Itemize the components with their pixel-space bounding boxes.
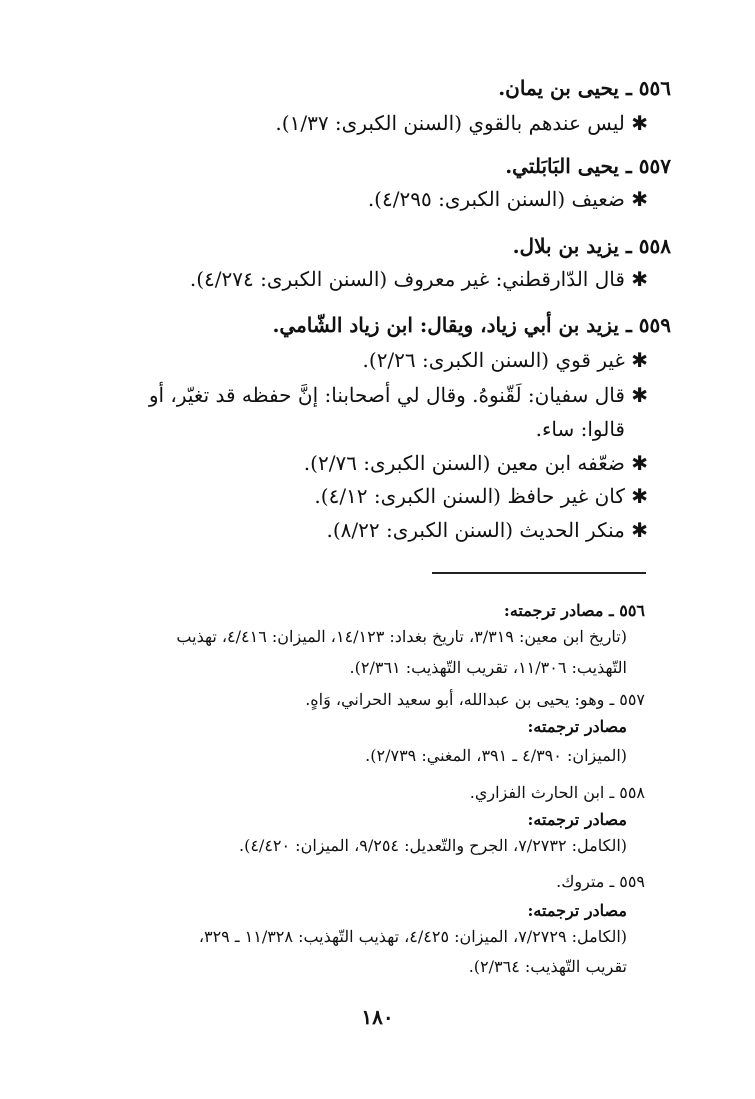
- entry-558-heading: ٥٥٨ ـ يزيد بن بلال.: [512, 234, 671, 258]
- entry-559-line-4: ✱ ضعّفه ابن معين (السنن الكبرى: ٢/٧٦).: [303, 451, 648, 475]
- entry-559-heading: ٥٥٩ ـ يزيد بن أبي زياد، ويقال: ابن زياد الشّامي.: [272, 313, 671, 337]
- page-number: ١٨٠: [361, 1005, 394, 1029]
- entry-559-line-5: ✱ كان غير حافظ (السنن الكبرى: ٤/١٢).: [314, 484, 648, 508]
- footnote-558-heading: ٥٥٨ ـ ابن الحارث الفزاري.: [469, 783, 645, 802]
- entry-559-line-3: قالوا: ساء.: [535, 417, 625, 441]
- entry-559-line-6: ✱ منكر الحديث (السنن الكبرى: ٨/٢٢).: [326, 518, 648, 542]
- footnote-556-heading: ٥٥٦ ـ مصادر ترجمته:: [503, 601, 645, 620]
- entry-556-heading: ٥٥٦ ـ يحيى بن يمان.: [498, 76, 671, 100]
- entry-558-line-1: ✱ قال الدّارقطني: غير معروف (السنن الكبرى: ٤/٢٧٤).: [189, 267, 648, 291]
- footnote-557-sources-label: مصادر ترجمته:: [527, 717, 627, 736]
- entry-559-line-2: ✱ قال سفيان: لَقّنوهُ. وقال لي أصحابنا: إنَّ حفظه قد تغيّر، أو: [148, 383, 648, 407]
- footnote-556-line-1: (تاريخ ابن معين: ٣/٣١٩، تاريخ بغداد: ١٤/١٢٣، الميزان: ٤/٤١٦، تهذيب: [176, 627, 627, 646]
- entry-557-line-1: ✱ ضعيف (السنن الكبرى: ٤/٢٩٥).: [367, 187, 648, 211]
- footnote-559-sources-label: مصادر ترجمته:: [527, 901, 627, 920]
- footnote-557-heading: ٥٥٧ ـ وهو: يحيى بن عبدالله، أبو سعيد الحراني، وَاهٍ.: [305, 690, 645, 709]
- footnote-559-line-2: تقريب التّهذيب: ٢/٣٦٤).: [468, 957, 627, 976]
- footnote-558-sources-label: مصادر ترجمته:: [527, 810, 627, 829]
- entry-559-line-1: ✱ غير قوي (السنن الكبرى: ٢/٢٦).: [362, 348, 648, 372]
- footnote-558-line-1: (الكامل: ٧/٢٧٣٢، الجرح والتّعديل: ٩/٢٥٤، الميزان: ٤/٤٢٠).: [239, 836, 627, 855]
- footnote-559-line-1: (الكامل: ٧/٢٧٢٩، الميزان: ٤/٤٢٥، تهذيب التّهذيب: ١١/٣٢٨ ـ ٣٢٩،: [198, 927, 627, 946]
- footnote-556-line-2: التّهذيب: ١١/٣٠٦، تقريب التّهذيب: ٢/٣٦١).: [349, 658, 627, 677]
- entry-556-line-1: ✱ ليس عندهم بالقوي (السنن الكبرى: ١/٣٧).: [275, 111, 648, 135]
- footnote-557-line-1: (الميزان: ٤/٣٩٠ ـ ٣٩١، المغني: ٢/٧٣٩).: [365, 746, 627, 765]
- footnote-separator: [432, 572, 646, 574]
- footnote-559-heading: ٥٥٩ ـ متروك.: [556, 872, 645, 891]
- entry-557-heading: ٥٥٧ ـ يحيى البَابَلتي.: [505, 154, 671, 178]
